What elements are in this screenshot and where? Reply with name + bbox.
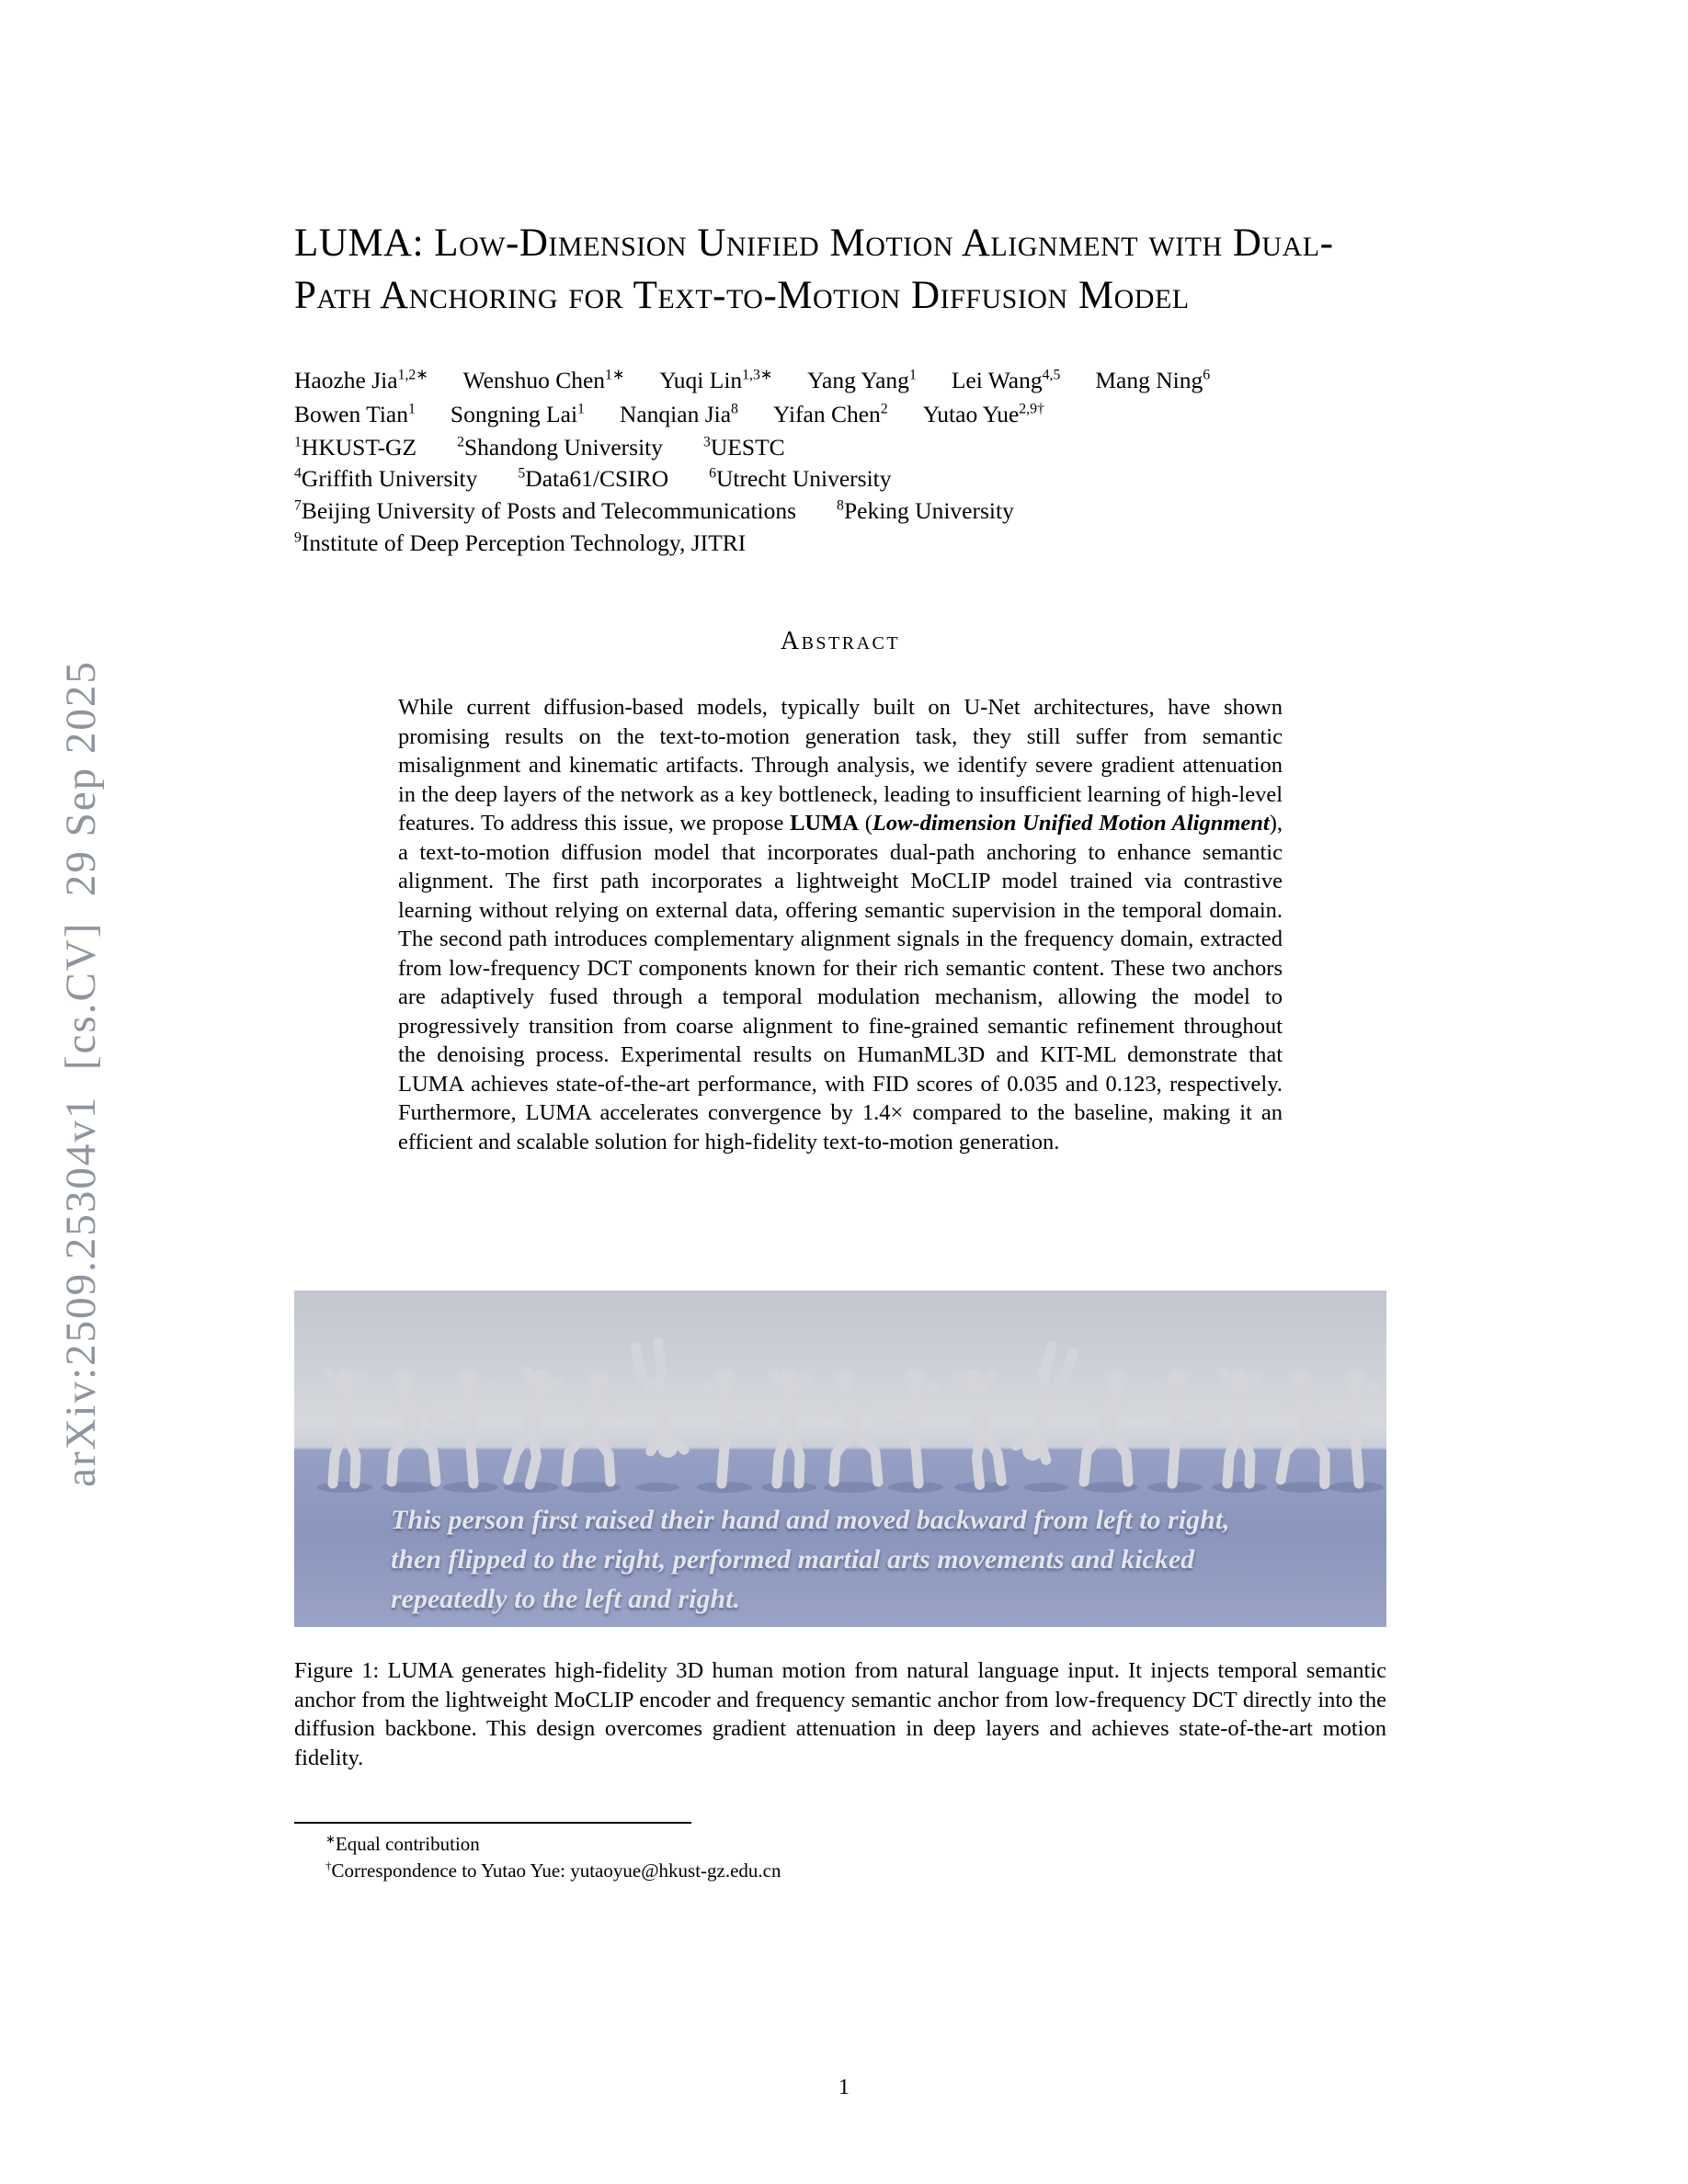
- author: Wenshuo Chen$^{1∗}$: [462, 367, 625, 394]
- footnote-rule: [294, 1822, 691, 1824]
- author: Lei Wang$^{4,5}$: [951, 367, 1061, 394]
- affiliation: $^3$UESTC: [703, 433, 785, 461]
- affiliation-line: [294, 463, 1386, 495]
- affiliation-line: [294, 432, 1386, 464]
- author: Bowen Tian$^1$: [294, 400, 416, 427]
- author: Yutao Yue$^{2,9\dagger}$: [922, 400, 1044, 427]
- affiliation: $^2$Shandong University: [457, 433, 663, 461]
- affiliation: $^7$Beijing University of Posts and Telecommunications: [294, 497, 797, 525]
- affiliation: $^1$HKUST-GZ: [294, 433, 417, 461]
- figure-overlay-text: [391, 1501, 1230, 1620]
- affiliation: $^6$Utrecht University: [709, 465, 892, 493]
- figure-1: [294, 1291, 1386, 1627]
- author: Yang Yang$^1$: [807, 367, 917, 394]
- affiliation: $^9$Institute of Deep Perception Technology, JITRI: [294, 529, 747, 556]
- affiliation: $^4$Griffith University: [294, 465, 478, 493]
- overlay-line: repeatedly to the left and right.: [391, 1584, 740, 1615]
- author: Nanqian Jia$^8$: [619, 400, 738, 427]
- paper-column: [294, 217, 1386, 1884]
- paper-title: LUMA: Low-Dimension Unified Motion Alignment with Dual-Path Anchoring for Text-to-Motion Diffusion Model: [294, 222, 1334, 318]
- footnotes: [294, 1831, 1386, 1884]
- abstract-text: While current diffusion-based models, typically built on U-Net architectures, have shown promising results on the text-to-motion generation task, they still suffer from semantic misalignment and kinematic artifacts. Through analysis, we identify severe gradient attenuation in the deep layers of the network as a key bottleneck, leading to insufficient learning of high-level features. To address this issue, we propose LUMA (Low-dimension Unified Motion Alignment), a text-to-motion diffusion model that incorporates dual-path anchoring to enhance semantic alignment. The first path incorporates a lightweight MoCLIP model trained via contrastive learning without relying on external data, offering semantic supervision in the temporal domain. The second path introduces complementary alignment signals in the frequency domain, extracted from low-frequency DCT components known for their rich semantic content. These two anchors are adaptively fused through a temporal modulation mechanism, allowing the model to progressively transition from coarse alignment to fine-grained semantic refinement throughout the denoising process. Experimental results on HumanML3D and KIT-ML demonstrate that LUMA achieves state-of-the-art performance, with FID scores of 0.035 and 0.123, respectively. Furthermore, LUMA accelerates convergence by 1.4× compared to the baseline, making it an efficient and scalable solution for high-fidelity text-to-motion generation.: [398, 695, 1283, 1155]
- author: Yuqi Lin$^{1,3∗}$: [659, 367, 773, 394]
- affiliation: $^8$Peking University: [837, 497, 1014, 525]
- author: Haozhe Jia$^{1,2∗}$: [294, 367, 428, 394]
- author: Songning Lai$^1$: [450, 400, 585, 427]
- footnote: †Correspondence to Yutao Yue: yutaoyue@hkust-gz.edu.cn: [325, 1859, 781, 1883]
- affiliation: $^5$Data61/CSIRO: [518, 465, 669, 493]
- page-number: 1: [838, 2076, 850, 2099]
- overlay-line: This person first raised their hand and moved backward from left to right,: [391, 1505, 1230, 1536]
- affiliation-line: [294, 528, 1386, 560]
- author: Mang Ning$^6$: [1095, 367, 1211, 394]
- author: Yifan Chen$^2$: [772, 400, 888, 427]
- affiliation-list: [294, 432, 1386, 560]
- author-list: [294, 364, 1386, 430]
- abstract-heading: Abstract: [780, 627, 901, 656]
- footnote: ∗Equal contribution: [325, 1832, 480, 1856]
- arxiv-watermark: arXiv:2509.25304v1 [cs.CV] 29 Sep 2025: [57, 660, 105, 1487]
- figure-caption: Figure 1: LUMA generates high-fidelity 3D human motion from natural language input. It injects temporal semantic anchor from the lightweight MoCLIP encoder and frequency semantic anchor from low-frequency DCT directly into the diffusion backbone. This design overcomes gradient attenuation in deep layers and achieves state-of-the-art motion fidelity.: [294, 1657, 1386, 1770]
- overlay-line: then flipped to the right, performed martial arts movements and kicked: [391, 1544, 1195, 1575]
- affiliation-line: [294, 495, 1386, 528]
